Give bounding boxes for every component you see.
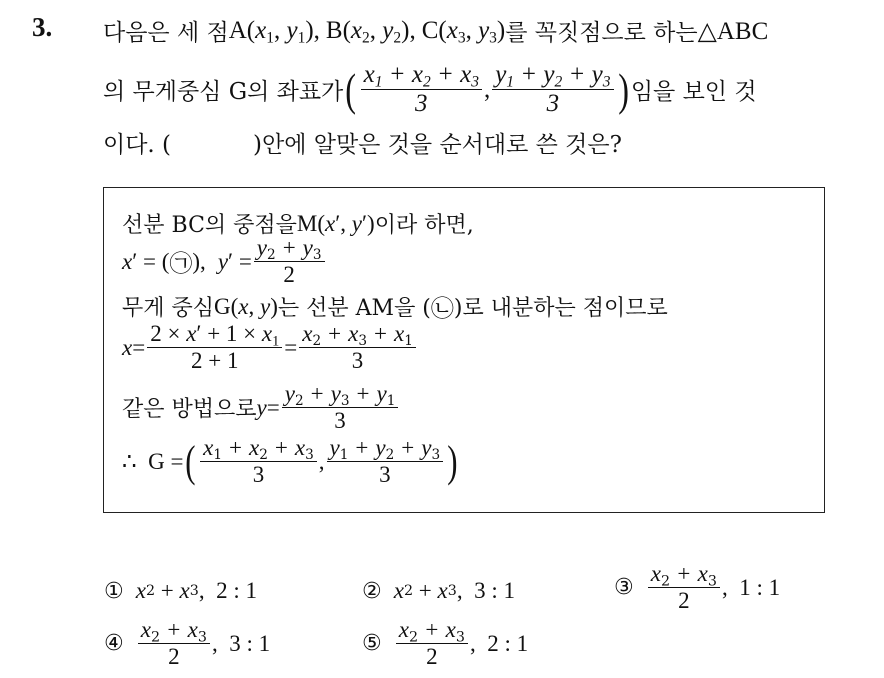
question-text-3: 의 무게중심 G의 좌표가 [103,79,344,106]
question-text-1: 다음은 세 점 [103,20,229,46]
proof-line-6: ∴ G = ( $\frac{x_1 + x_2 + x_3}{3}$ , $\frac{y_1 + y_2 + y_3}{3}$ ) [122,435,458,488]
choice-5-mark: ⑤ [362,631,382,657]
proof-line-1: 선분 BC의 중점을 M(x′, y′) 이라 하면, [122,208,474,239]
centroid-y-fraction: $\frac{y_1 + y_2 + y_3}{3}$ [492,62,613,118]
therefore-symbol: ∴ [122,448,137,474]
choice-2-mark: ② [362,578,382,604]
point-c: $C(x_3$, $y_3$) [421,16,506,47]
question-number: 3. [32,12,53,42]
question-line-3 [103,126,622,159]
choice-3[interactable]: ③ $\frac{x_2 + x_3}{2}$ , 1 : 1 [614,561,781,614]
choice-4[interactable]: ④ $\frac{x_2 + x_3}{2}$ , 3 : 1 [104,617,271,670]
right-paren: ) [617,63,629,115]
choice-1[interactable]: ① x 2 + x 3 , 2 : 1 [104,578,257,604]
proof-text-5: 같은 방법으로 [122,397,257,423]
left-paren: ( [345,63,357,115]
proof-text-1: 선분 BC의 중점을 [122,213,297,238]
proof-text-3b: 는 선분 AM을 ( [277,296,431,321]
blank-b: ㉡ [430,296,454,321]
question-line-2: 의 무게중심 G의 좌표가 ( $\frac{x_1 + x_2 + x_3}{3}$ , $\frac{y_1 + y_2 + y_3}{3}$ ) 임을 보인 것 [103,61,757,118]
triangle-abc: △ABC [697,17,769,45]
proof-line-4: x = $\frac{2 \times x' + 1 \times x_1}{2 + 1}$ = $\frac{x_2 + x_3 + x_1}{3}$ [122,322,418,373]
choice-3-mark: ③ [614,575,634,601]
blank-a: ㉠ [169,251,193,277]
question-line-1 [103,14,768,47]
choice-5[interactable]: ⑤ $\frac{x_2 + x_3}{2}$ , 2 : 1 [362,617,529,670]
choice-4-mark: ④ [104,631,124,657]
choice-1-mark: ① [104,578,124,604]
question-text-2: 를 꼭짓점으로 하는 [505,20,698,46]
proof-text-3a: 무게 중심 [122,296,215,321]
proof-text-1b: 이라 하면, [374,213,474,238]
proof-line-5: 같은 방법으로 y = $\frac{y_2 + y_3 + y_1}{3}$ [122,382,400,433]
proof-text-3c: )로 내분하는 점이므로 [453,296,668,321]
question-text-4: 임을 보인 것 [630,79,757,106]
centroid-x-fraction: $\frac{x_1 + x_2 + x_3}{3}$ [361,62,482,118]
point-a: $A(x_1$, $y_1$), [228,16,320,47]
choice-2[interactable]: ② x 2 + x 3 , 3 : 1 [362,578,515,604]
proof-line-2: x ′ = ( ㉠ ), y ′ = $\frac{y_2 + y_3}{2}$ [122,236,327,287]
question-text-6: )안에 알맞은 것을 순서대로 쓴 것은? [253,132,622,158]
proof-line-3: 무게 중심 G(x, y) 는 선분 AM을 ( ㉡ )로 내분하는 점이므로 [122,290,668,323]
question-text-5: 이다. ( [103,132,172,158]
point-b: $B(x_2$, $y_2$), [325,16,416,47]
